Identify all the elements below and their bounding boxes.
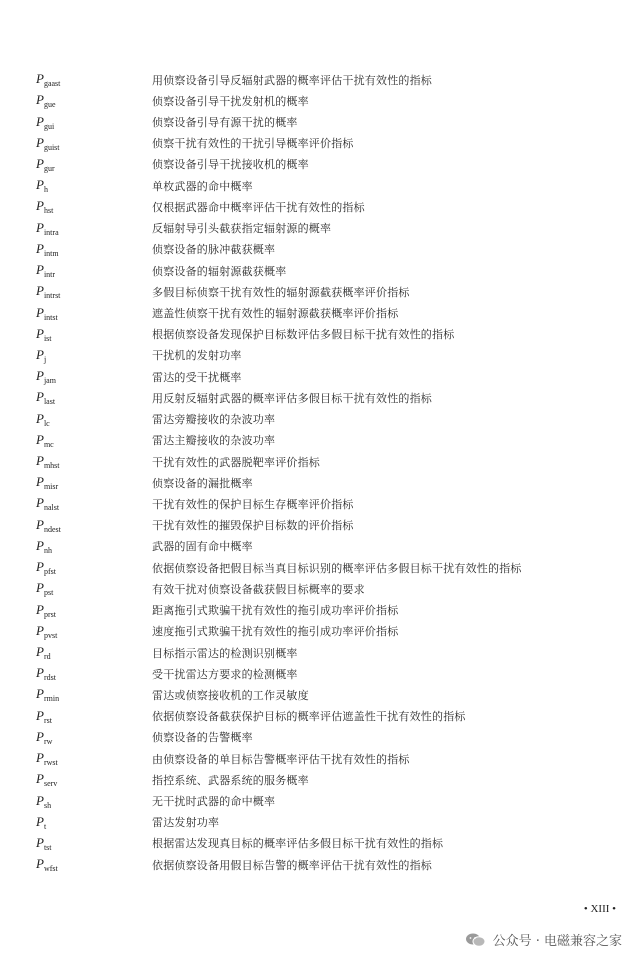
glossary-row bbox=[36, 111, 616, 132]
definition: 雷达旁瓣接收的杂波功率 bbox=[152, 413, 276, 427]
symbol-subscript: intra bbox=[43, 227, 59, 237]
symbol bbox=[36, 856, 152, 873]
symbol-subscript: intm bbox=[43, 248, 59, 258]
symbol bbox=[36, 114, 152, 131]
symbol-letter: P bbox=[36, 750, 44, 766]
symbol-letter: P bbox=[36, 240, 44, 256]
symbol-letter: P bbox=[36, 813, 44, 829]
glossary-row bbox=[36, 812, 616, 833]
definition: 根据雷达发现真目标的概率评估多假目标干扰有效性的指标 bbox=[152, 837, 444, 851]
symbol bbox=[36, 559, 152, 576]
symbol-letter: P bbox=[36, 665, 44, 681]
symbol-letter: P bbox=[36, 134, 44, 150]
symbol-letter: P bbox=[36, 834, 44, 850]
glossary-row bbox=[36, 69, 616, 90]
glossary-row bbox=[36, 557, 616, 578]
glossary-row bbox=[36, 578, 616, 599]
symbol-letter: P bbox=[36, 198, 44, 214]
symbol-letter: P bbox=[36, 325, 44, 341]
symbol bbox=[36, 665, 152, 682]
symbol-letter: P bbox=[36, 283, 44, 299]
glossary-row bbox=[36, 451, 616, 472]
glossary-row bbox=[36, 366, 616, 387]
definition: 距离拖引式欺骗干扰有效性的拖引成功率评价指标 bbox=[152, 604, 399, 618]
glossary-row bbox=[36, 599, 616, 620]
definition: 干扰有效性的摧毁保护目标数的评价指标 bbox=[152, 519, 354, 533]
definition: 侦察干扰有效性的干扰引导概率评价指标 bbox=[152, 137, 354, 151]
definition: 依据侦察设备截获保护目标的概率评估遮盖性干扰有效性的指标 bbox=[152, 710, 466, 724]
symbol-subscript: rd bbox=[43, 652, 51, 662]
symbol bbox=[36, 411, 152, 428]
symbol-letter: P bbox=[36, 622, 44, 638]
symbol-letter: P bbox=[36, 771, 44, 787]
symbol-subscript: pfst bbox=[43, 567, 56, 577]
symbol bbox=[36, 580, 152, 597]
symbol bbox=[36, 220, 152, 237]
symbol-letter: P bbox=[36, 155, 44, 171]
definition: 依据侦察设备把假目标当真目标识别的概率评估多假目标干扰有效性的指标 bbox=[152, 561, 522, 575]
symbol bbox=[36, 793, 152, 810]
symbol-subscript: tst bbox=[43, 842, 52, 852]
symbol bbox=[36, 241, 152, 258]
glossary-row bbox=[36, 663, 616, 684]
glossary-row bbox=[36, 684, 616, 705]
symbol-letter: P bbox=[36, 856, 44, 872]
symbol-subscript: wfst bbox=[43, 864, 58, 874]
definition: 雷达主瓣接收的杂波功率 bbox=[152, 434, 276, 448]
symbol-subscript: mc bbox=[43, 439, 54, 449]
symbol-subscript: gue bbox=[43, 100, 56, 110]
definition: 单枚武器的命中概率 bbox=[152, 179, 253, 193]
definition: 雷达发射功率 bbox=[152, 816, 220, 830]
definition: 有效干扰对侦察设备截获假目标概率的要求 bbox=[152, 582, 365, 596]
definition: 多假目标侦察干扰有效性的辐射源截获概率评价指标 bbox=[152, 285, 410, 299]
watermark bbox=[465, 930, 622, 949]
symbol bbox=[36, 368, 152, 385]
glossary-row bbox=[36, 218, 616, 239]
symbol-subscript: pst bbox=[43, 588, 54, 598]
symbol-subscript: hst bbox=[43, 206, 54, 216]
definition: 侦察设备引导干扰发射机的概率 bbox=[152, 94, 309, 108]
symbol-letter: P bbox=[36, 219, 44, 235]
glossary-row bbox=[36, 260, 616, 281]
symbol-letter: P bbox=[36, 601, 44, 617]
symbol-letter: P bbox=[36, 368, 44, 384]
definition: 武器的固有命中概率 bbox=[152, 540, 253, 554]
symbol bbox=[36, 177, 152, 194]
watermark-text: 公众号 · 电磁兼容之家 bbox=[492, 934, 622, 949]
symbol-subscript: t bbox=[43, 821, 47, 831]
definition: 速度拖引式欺骗干扰有效性的拖引成功率评价指标 bbox=[152, 625, 399, 639]
symbol-subscript: prst bbox=[43, 609, 56, 619]
symbol bbox=[36, 135, 152, 152]
definition: 侦察设备的告警概率 bbox=[152, 731, 253, 745]
definition: 依据侦察设备用假目标告警的概率评估干扰有效性的指标 bbox=[152, 858, 432, 872]
definition: 干扰有效性的武器脱靶率评价指标 bbox=[152, 455, 320, 469]
symbol-subscript: misr bbox=[43, 482, 59, 492]
definition: 侦察设备的辐射源截获概率 bbox=[152, 264, 287, 278]
symbol-subscript: rmin bbox=[43, 694, 60, 704]
glossary-row bbox=[36, 727, 616, 748]
definition: 侦察设备的漏批概率 bbox=[152, 476, 253, 490]
glossary-row bbox=[36, 409, 616, 430]
symbol-subscript: nh bbox=[43, 545, 52, 555]
symbol bbox=[36, 814, 152, 831]
symbol-subscript: rdst bbox=[43, 673, 56, 683]
symbol-subscript: jam bbox=[43, 376, 56, 386]
symbol-subscript: gaast bbox=[43, 79, 61, 89]
symbol-letter: P bbox=[36, 495, 44, 511]
glossary-row bbox=[36, 833, 616, 854]
definition: 由侦察设备的单目标告警概率评估干扰有效性的指标 bbox=[152, 752, 410, 766]
definition: 雷达或侦察接收机的工作灵敏度 bbox=[152, 688, 309, 702]
glossary-row bbox=[36, 196, 616, 217]
glossary-row bbox=[36, 472, 616, 493]
symbol-letter: P bbox=[36, 537, 44, 553]
symbol-subscript: h bbox=[43, 185, 48, 195]
symbol bbox=[36, 602, 152, 619]
glossary-row bbox=[36, 621, 616, 642]
symbol-letter: P bbox=[36, 71, 44, 87]
glossary-row bbox=[36, 493, 616, 514]
symbol-subscript: rw bbox=[43, 736, 53, 746]
symbol-subscript: intr bbox=[43, 270, 56, 280]
definition: 干扰有效性的保护目标生存概率评价指标 bbox=[152, 497, 354, 511]
definition: 用侦察设备引导反辐射武器的概率评估干扰有效性的指标 bbox=[152, 73, 432, 87]
definition: 仅根据武器命中概率评估干扰有效性的指标 bbox=[152, 200, 365, 214]
symbol bbox=[36, 432, 152, 449]
symbol-glossary bbox=[36, 69, 616, 875]
symbol-subscript: last bbox=[43, 397, 56, 407]
definition: 反辐射导引头截获指定辐射源的概率 bbox=[152, 222, 332, 236]
definition: 根据侦察设备发现保护目标数评估多假目标干扰有效性的指标 bbox=[152, 328, 455, 342]
symbol-subscript: nalst bbox=[43, 503, 60, 513]
glossary-row bbox=[36, 706, 616, 727]
glossary-row bbox=[36, 90, 616, 111]
symbol-subscript: gui bbox=[43, 121, 55, 131]
symbol-subscript: ndest bbox=[43, 524, 61, 534]
symbol bbox=[36, 474, 152, 491]
symbol bbox=[36, 156, 152, 173]
symbol-subscript: mhst bbox=[43, 461, 60, 471]
symbol-letter: P bbox=[36, 728, 44, 744]
symbol-letter: P bbox=[36, 686, 44, 702]
symbol bbox=[36, 453, 152, 470]
page-number: • XIII • bbox=[583, 903, 616, 915]
glossary-row bbox=[36, 515, 616, 536]
symbol-subscript: intrst bbox=[43, 291, 61, 301]
glossary-row bbox=[36, 430, 616, 451]
symbol-letter: P bbox=[36, 474, 44, 490]
definition: 用反射反辐射武器的概率评估多假目标干扰有效性的指标 bbox=[152, 391, 432, 405]
symbol-letter: P bbox=[36, 644, 44, 660]
definition: 指控系统、武器系统的服务概率 bbox=[152, 773, 309, 787]
symbol bbox=[36, 686, 152, 703]
definition: 侦察设备引导有源干扰的概率 bbox=[152, 116, 298, 130]
symbol-subscript: rst bbox=[43, 715, 52, 725]
glossary-row bbox=[36, 642, 616, 663]
symbol-subscript: lc bbox=[43, 418, 50, 428]
symbol-subscript: guist bbox=[43, 142, 60, 152]
symbol-subscript: rwst bbox=[43, 758, 58, 768]
symbol bbox=[36, 538, 152, 555]
symbol-letter: P bbox=[36, 516, 44, 532]
symbol bbox=[36, 92, 152, 109]
symbol-letter: P bbox=[36, 580, 44, 596]
symbol-letter: P bbox=[36, 262, 44, 278]
definition: 干扰机的发射功率 bbox=[152, 349, 242, 363]
glossary-row bbox=[36, 536, 616, 557]
symbol bbox=[36, 495, 152, 512]
definition: 受干扰雷达方要求的检测概率 bbox=[152, 667, 298, 681]
symbol bbox=[36, 283, 152, 300]
glossary-row bbox=[36, 239, 616, 260]
glossary-row bbox=[36, 302, 616, 323]
symbol-subscript: serv bbox=[43, 779, 58, 789]
definition: 无干扰时武器的命中概率 bbox=[152, 795, 276, 809]
symbol-subscript: ist bbox=[43, 333, 52, 343]
wechat-icon bbox=[465, 932, 487, 948]
symbol bbox=[36, 517, 152, 534]
symbol-letter: P bbox=[36, 559, 44, 575]
symbol bbox=[36, 326, 152, 343]
glossary-row bbox=[36, 175, 616, 196]
symbol bbox=[36, 835, 152, 852]
symbol-subscript: j bbox=[43, 354, 47, 364]
symbol bbox=[36, 644, 152, 661]
glossary-row bbox=[36, 790, 616, 811]
symbol bbox=[36, 389, 152, 406]
symbol-letter: P bbox=[36, 346, 44, 362]
symbol bbox=[36, 623, 152, 640]
definition: 雷达的受干扰概率 bbox=[152, 370, 242, 384]
symbol-letter: P bbox=[36, 92, 44, 108]
symbol bbox=[36, 71, 152, 88]
symbol-letter: P bbox=[36, 707, 44, 723]
symbol-letter: P bbox=[36, 431, 44, 447]
symbol-subscript: sh bbox=[43, 800, 52, 810]
symbol bbox=[36, 708, 152, 725]
symbol-letter: P bbox=[36, 389, 44, 405]
symbol bbox=[36, 198, 152, 215]
symbol-letter: P bbox=[36, 792, 44, 808]
definition: 遮盖性侦察干扰有效性的辐射源截获概率评价指标 bbox=[152, 307, 399, 321]
symbol-letter: P bbox=[36, 453, 44, 469]
symbol bbox=[36, 305, 152, 322]
symbol bbox=[36, 347, 152, 364]
symbol bbox=[36, 729, 152, 746]
symbol-subscript: pvst bbox=[43, 630, 58, 640]
definition: 侦察设备引导干扰接收机的概率 bbox=[152, 158, 309, 172]
glossary-row bbox=[36, 748, 616, 769]
symbol-subscript: gur bbox=[43, 163, 55, 173]
symbol bbox=[36, 750, 152, 767]
glossary-row bbox=[36, 281, 616, 302]
definition: 目标指示雷达的检测识别概率 bbox=[152, 646, 298, 660]
symbol bbox=[36, 262, 152, 279]
symbol-letter: P bbox=[36, 410, 44, 426]
glossary-row bbox=[36, 769, 616, 790]
glossary-row bbox=[36, 345, 616, 366]
definition: 侦察设备的脉冲截获概率 bbox=[152, 243, 276, 257]
glossary-row bbox=[36, 324, 616, 345]
symbol-letter: P bbox=[36, 113, 44, 129]
symbol-letter: P bbox=[36, 177, 44, 193]
glossary-row bbox=[36, 854, 616, 875]
symbol bbox=[36, 771, 152, 788]
glossary-row bbox=[36, 154, 616, 175]
symbol-subscript: intst bbox=[43, 312, 58, 322]
symbol-letter: P bbox=[36, 304, 44, 320]
glossary-row bbox=[36, 133, 616, 154]
glossary-row bbox=[36, 387, 616, 408]
